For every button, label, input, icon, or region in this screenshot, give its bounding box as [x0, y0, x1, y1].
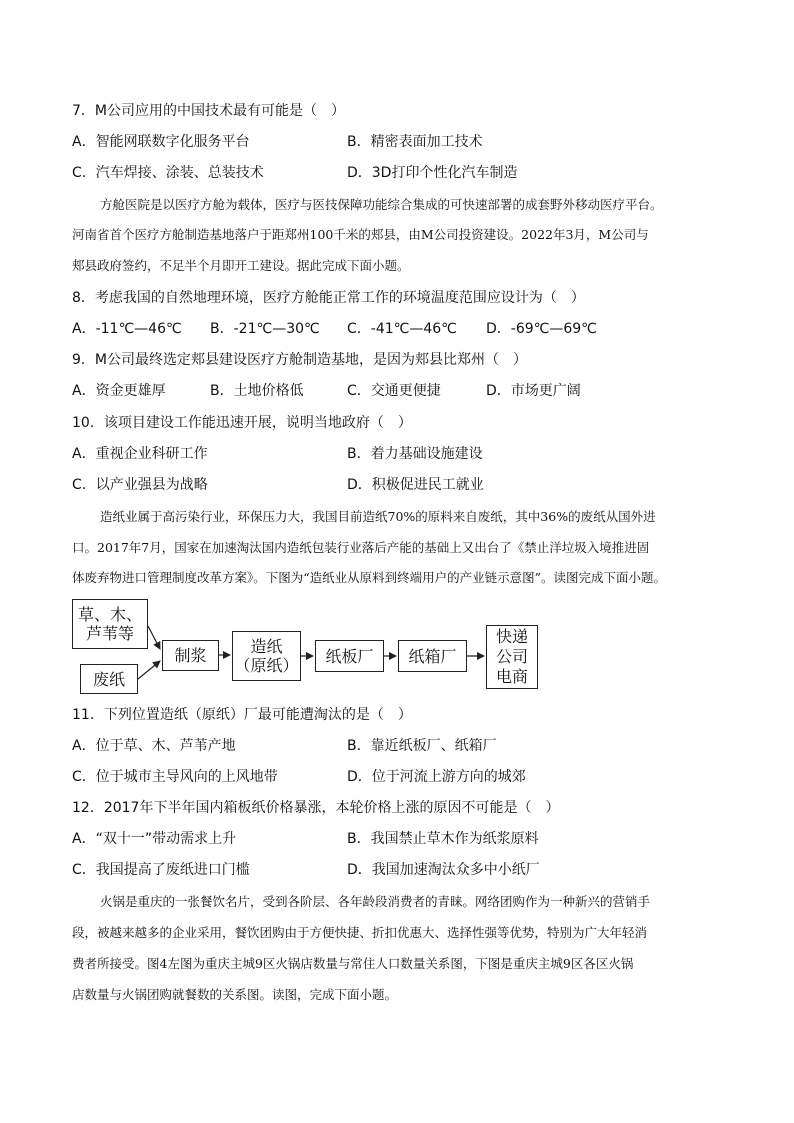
q9-option-c[interactable]: C．交通更便捷	[347, 383, 441, 399]
q8-option-d[interactable]: D．-69℃—69℃	[486, 321, 597, 337]
q7-option-c[interactable]: C．汽车焊接、涂装、总装技术	[72, 165, 264, 181]
q8-option-a[interactable]: A．-11℃—46℃	[72, 321, 182, 337]
question-9-stem: 9．M公司最终选定郏县建设医疗方舱制造基地，是因为郏县比郑州（ ）	[72, 352, 527, 368]
q11-option-c[interactable]: C．位于城市主导风向的上风地带	[72, 769, 278, 785]
q10-option-b[interactable]: B．着力基础设施建设	[347, 446, 483, 462]
papermaking-line-2: （原纸）	[234, 656, 299, 675]
passage-3-line-4: 店数量与火锅团购就餐数的关系图。读图，完成下面小题。	[72, 987, 398, 1002]
raw-material-line-2: 芦苇等	[85, 624, 134, 643]
arrow-waste-to-pulp	[138, 661, 160, 679]
q12-option-d[interactable]: D．我国加速淘汰众多中小纸厂	[347, 862, 540, 878]
pulping-label: 制浆	[174, 646, 207, 665]
q7-option-d[interactable]: D．3D打印个性化汽车制造	[347, 165, 518, 181]
question-12-stem: 12．2017年下半年国内箱板纸价格暴涨，本轮价格上涨的原因不可能是（ ）	[72, 800, 560, 816]
carton-factory-label: 纸箱厂	[408, 646, 457, 666]
q11-option-b[interactable]: B．靠近纸板厂、纸箱厂	[347, 738, 497, 754]
q12-option-c[interactable]: C．我国提高了废纸进口门槛	[72, 862, 250, 878]
raw-material-box	[72, 599, 148, 649]
passage-3-line-3: 费者所接受。图4左图为重庆主城9区火锅店数量与常住人口数量关系图，下图是重庆主城9区各区火锅	[72, 956, 634, 971]
paperboard-factory-box	[315, 640, 384, 672]
q10-option-d[interactable]: D．积极促进民工就业	[347, 477, 484, 493]
papermaking-line-1: 造纸	[250, 637, 283, 656]
q7-option-a[interactable]: A．智能网联数字化服务平台	[72, 134, 250, 150]
q8-option-b[interactable]: B．-21℃—30℃	[210, 321, 320, 337]
question-7-stem: 7．M公司应用的中国技术最有可能是（ ）	[72, 103, 345, 119]
q9-option-b[interactable]: B．土地价格低	[210, 383, 304, 399]
question-8-stem: 8．考虑我国的自然地理环境，医疗方舱能正常工作的环境温度范围应设计为（ ）	[72, 290, 585, 306]
q10-option-a[interactable]: A．重视企业科研工作	[72, 446, 208, 462]
q12-option-a[interactable]: A．“双十一”带动需求上升	[72, 831, 237, 847]
passage-3-line-1: 火锅是重庆的一张餐饮名片，受到各阶层、各年龄段消费者的青睐。网络团购作为一种新兴的营销手	[100, 894, 651, 909]
passage-1-line-1: 方舱医院是以医疗方舱为载体，医疗与医技保障功能综合集成的可快速部署的成套野外移动医疗平台。	[100, 197, 663, 212]
passage-2-line-3: 体废弃物进口管理制度改革方案》。下图为“造纸业从原料到终端用户的产业链示意图”。读图完成下面小题。	[72, 570, 667, 585]
q12-option-b[interactable]: B．我国禁止草木作为纸浆原料	[347, 831, 539, 847]
q9-option-d[interactable]: D．市场更广阔	[486, 383, 581, 399]
raw-material-line-1: 草、木、	[77, 605, 142, 624]
pulping-box	[162, 640, 219, 671]
carton-factory-box	[398, 640, 467, 672]
passage-1-line-2: 河南省首个医疗方舱制造基地落户于距郑州100千米的郏县，由M公司投资建设。2022年3月，M公司与	[72, 227, 649, 242]
passage-2-line-1: 造纸业属于高污染行业，环保压力大，我国目前造纸70%的原料来自废纸，其中36%的废纸从国外进	[100, 509, 656, 524]
waste-paper-box	[80, 664, 138, 694]
question-11-stem: 11．下列位置造纸（原纸）厂最可能遭淘汰的是（ ）	[72, 707, 412, 723]
papermaking-box	[232, 631, 301, 681]
passage-3-line-2: 段，被越来越多的企业采用，餐饮团购由于方便快捷、折扣优惠大、选择性强等优势，特别为广大年轻消	[72, 925, 648, 940]
question-10-stem: 10．该项目建设工作能迅速开展，说明当地政府（ ）	[72, 415, 412, 431]
end-user-line-1: 快递	[495, 627, 528, 646]
end-user-box	[486, 625, 538, 689]
end-user-line-3: 电商	[495, 667, 528, 686]
q11-option-a[interactable]: A．位于草、木、芦苇产地	[72, 738, 236, 754]
q8-option-c[interactable]: C．-41℃—46℃	[347, 321, 457, 337]
waste-paper-label: 废纸	[92, 669, 125, 689]
passage-2-line-2: 口。2017年7月，国家在加速淘汰国内造纸包装行业落后产能的基础上又出台了《禁止洋垃圾入境推进固	[72, 540, 650, 555]
end-user-line-2: 公司	[495, 647, 528, 666]
q10-option-c[interactable]: C．以产业强县为战略	[72, 477, 208, 493]
passage-1-line-3: 郏县政府签约，不足半个月即开工建设。据此完成下面小题。	[72, 258, 410, 273]
q9-option-a[interactable]: A．资金更雄厚	[72, 383, 166, 399]
q11-option-d[interactable]: D．位于河流上游方向的城郊	[347, 769, 526, 785]
arrow-raw-to-pulp	[148, 626, 160, 649]
paperboard-factory-label: 纸板厂	[325, 646, 374, 666]
q7-option-b[interactable]: B．精密表面加工技术	[347, 134, 483, 150]
